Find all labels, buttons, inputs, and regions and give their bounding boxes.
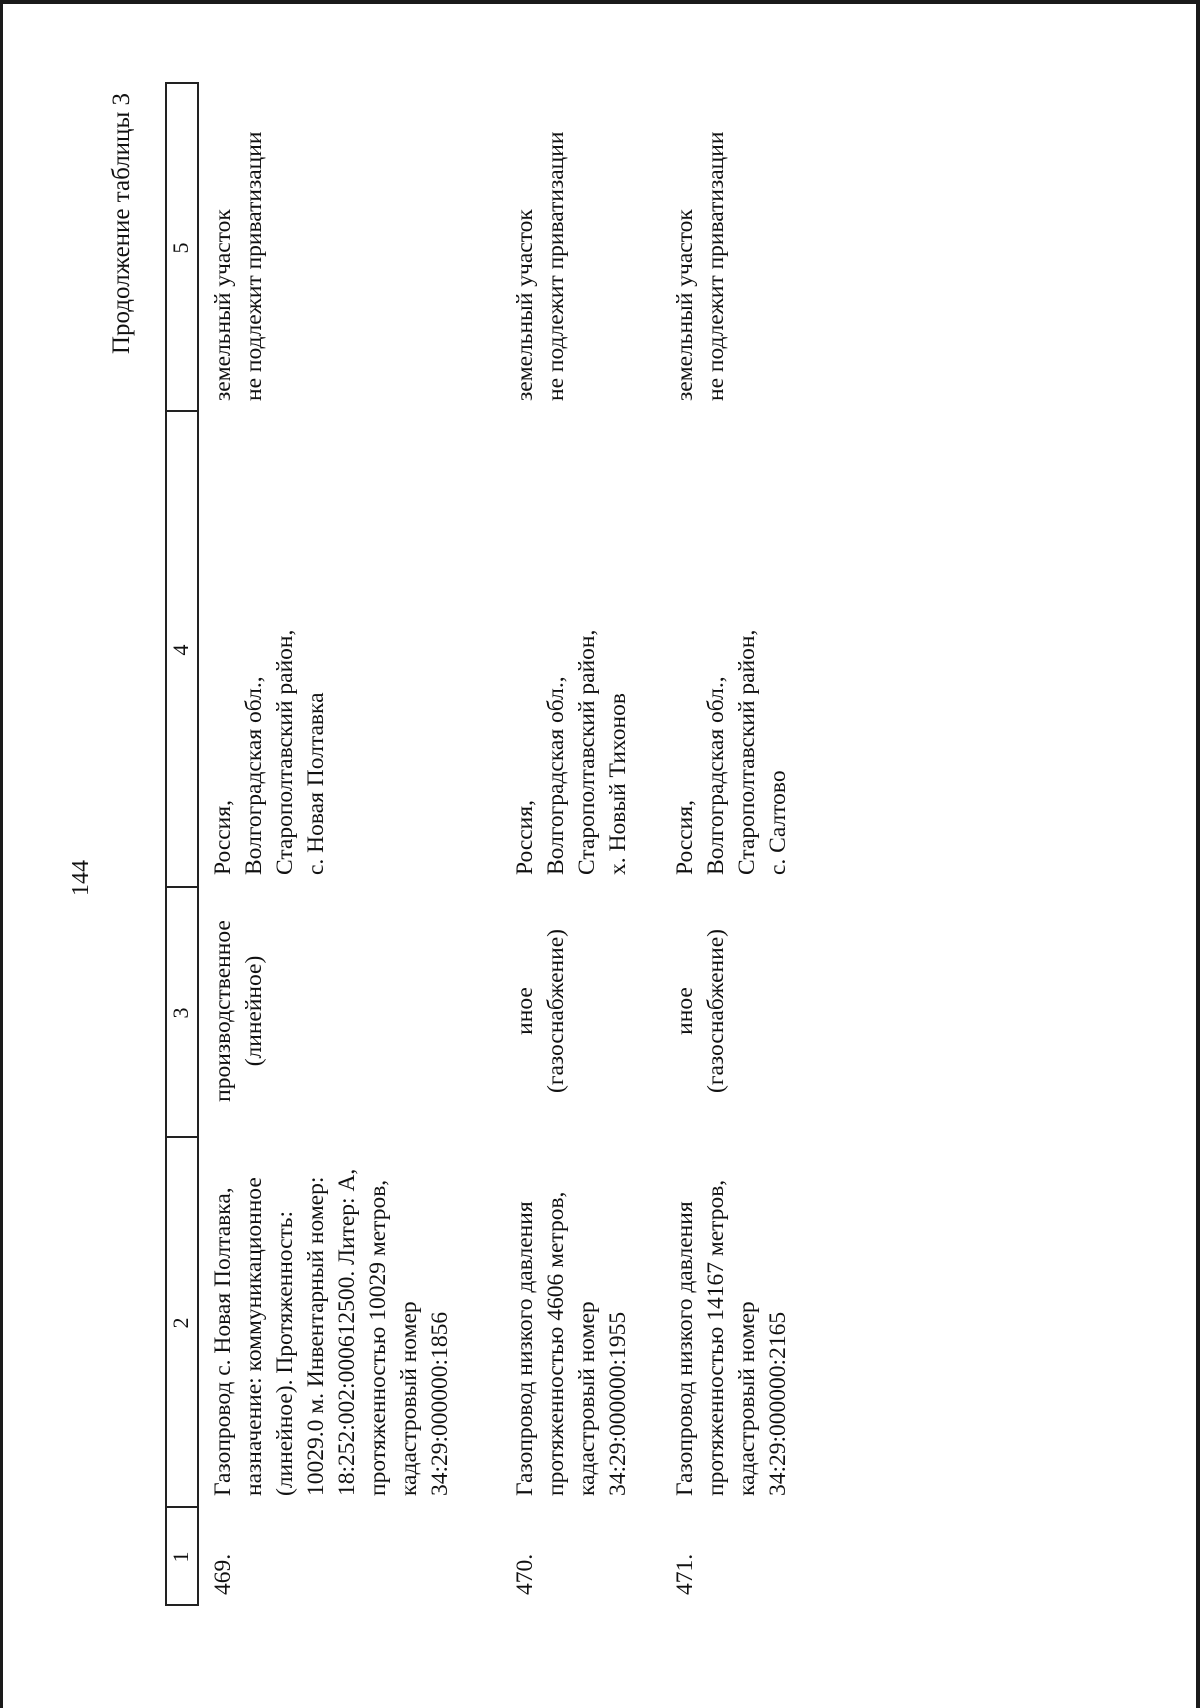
description-line: (линейное). Протяженность: [272, 1210, 298, 1496]
description-line: Газопровод низкого давления [512, 1201, 538, 1496]
address-line: Россия, [672, 800, 698, 875]
address-line: Волгоградская обл., [543, 676, 569, 875]
description-line: кадастровый номер [574, 1301, 600, 1496]
description-line: назначение: коммуникационное [241, 1177, 267, 1496]
object-address [208, 630, 332, 875]
object-purpose [510, 886, 572, 1136]
address-line: Волгоградская обл., [703, 676, 729, 875]
note-line: не подлежит приватизации [241, 131, 267, 401]
row-number: 471. [672, 1553, 698, 1595]
address-line: с. Новая Полтавка [303, 692, 329, 875]
address-line: х. Новый Тихонов [605, 693, 631, 875]
column-number-4: 4 [168, 644, 193, 656]
description-line: 10029.0 м. Инвентарный номер: [303, 1176, 329, 1496]
description-line: 34:29:000000:1955 [605, 1311, 631, 1496]
description-line: Газопровод с. Новая Полтавка, [210, 1187, 236, 1496]
description-line: протяженностью 4606 метров, [543, 1191, 569, 1496]
note-line: не подлежит приватизации [703, 131, 729, 401]
purpose-line: иное [672, 987, 698, 1035]
purpose-line: (газоснабжение) [703, 929, 729, 1093]
note-line: не подлежит приватизации [543, 131, 569, 401]
table-caption: Продолжение таблицы 3 [108, 93, 135, 355]
object-address [510, 630, 634, 875]
address-line: Старополтавский район, [574, 629, 600, 875]
object-description [208, 1169, 456, 1496]
purpose-line: (газоснабжение) [543, 929, 569, 1093]
object-purpose [670, 886, 732, 1136]
object-description [510, 1192, 634, 1496]
address-line: Старополтавский район, [272, 629, 298, 875]
column-number-2: 2 [168, 1317, 193, 1329]
description-line: 18:252:002:000612500. Литер: А, [334, 1168, 360, 1496]
address-line: Россия, [512, 800, 538, 875]
object-purpose [208, 886, 270, 1136]
note-line: земельный участок [672, 209, 698, 401]
address-line: Волгоградская обл., [241, 676, 267, 875]
address-line: с. Салтово [765, 770, 791, 875]
object-description [670, 1180, 794, 1496]
description-line: протяженностью 10029 метров, [365, 1179, 391, 1496]
description-line: 34:29:000000:1856 [427, 1311, 453, 1496]
header-bottom-border [197, 82, 199, 1606]
row-number: 470. [512, 1553, 538, 1595]
description-line: 34:29:000000:2165 [765, 1311, 791, 1496]
description-line: кадастровый номер [396, 1301, 422, 1496]
column-number-3: 3 [168, 1007, 193, 1019]
row-number: 469. [210, 1553, 236, 1595]
object-note [208, 132, 270, 401]
description-line: протяженностью 14167 метров, [703, 1179, 729, 1496]
purpose-line: производственное [210, 920, 236, 1102]
address-line: Старополтавский район, [734, 629, 760, 875]
note-line: земельный участок [210, 209, 236, 401]
object-note [670, 132, 732, 401]
purpose-line: иное [512, 987, 538, 1035]
page-number: 144 [68, 860, 94, 896]
note-line: земельный участок [512, 209, 538, 401]
column-number-1: 1 [168, 1551, 193, 1563]
object-note [510, 132, 572, 401]
object-address [670, 630, 794, 875]
address-line: Россия, [210, 800, 236, 875]
column-number-5: 5 [168, 242, 193, 254]
description-line: кадастровый номер [734, 1301, 760, 1496]
purpose-line: (линейное) [241, 955, 267, 1067]
description-line: Газопровод низкого давления [672, 1201, 698, 1496]
